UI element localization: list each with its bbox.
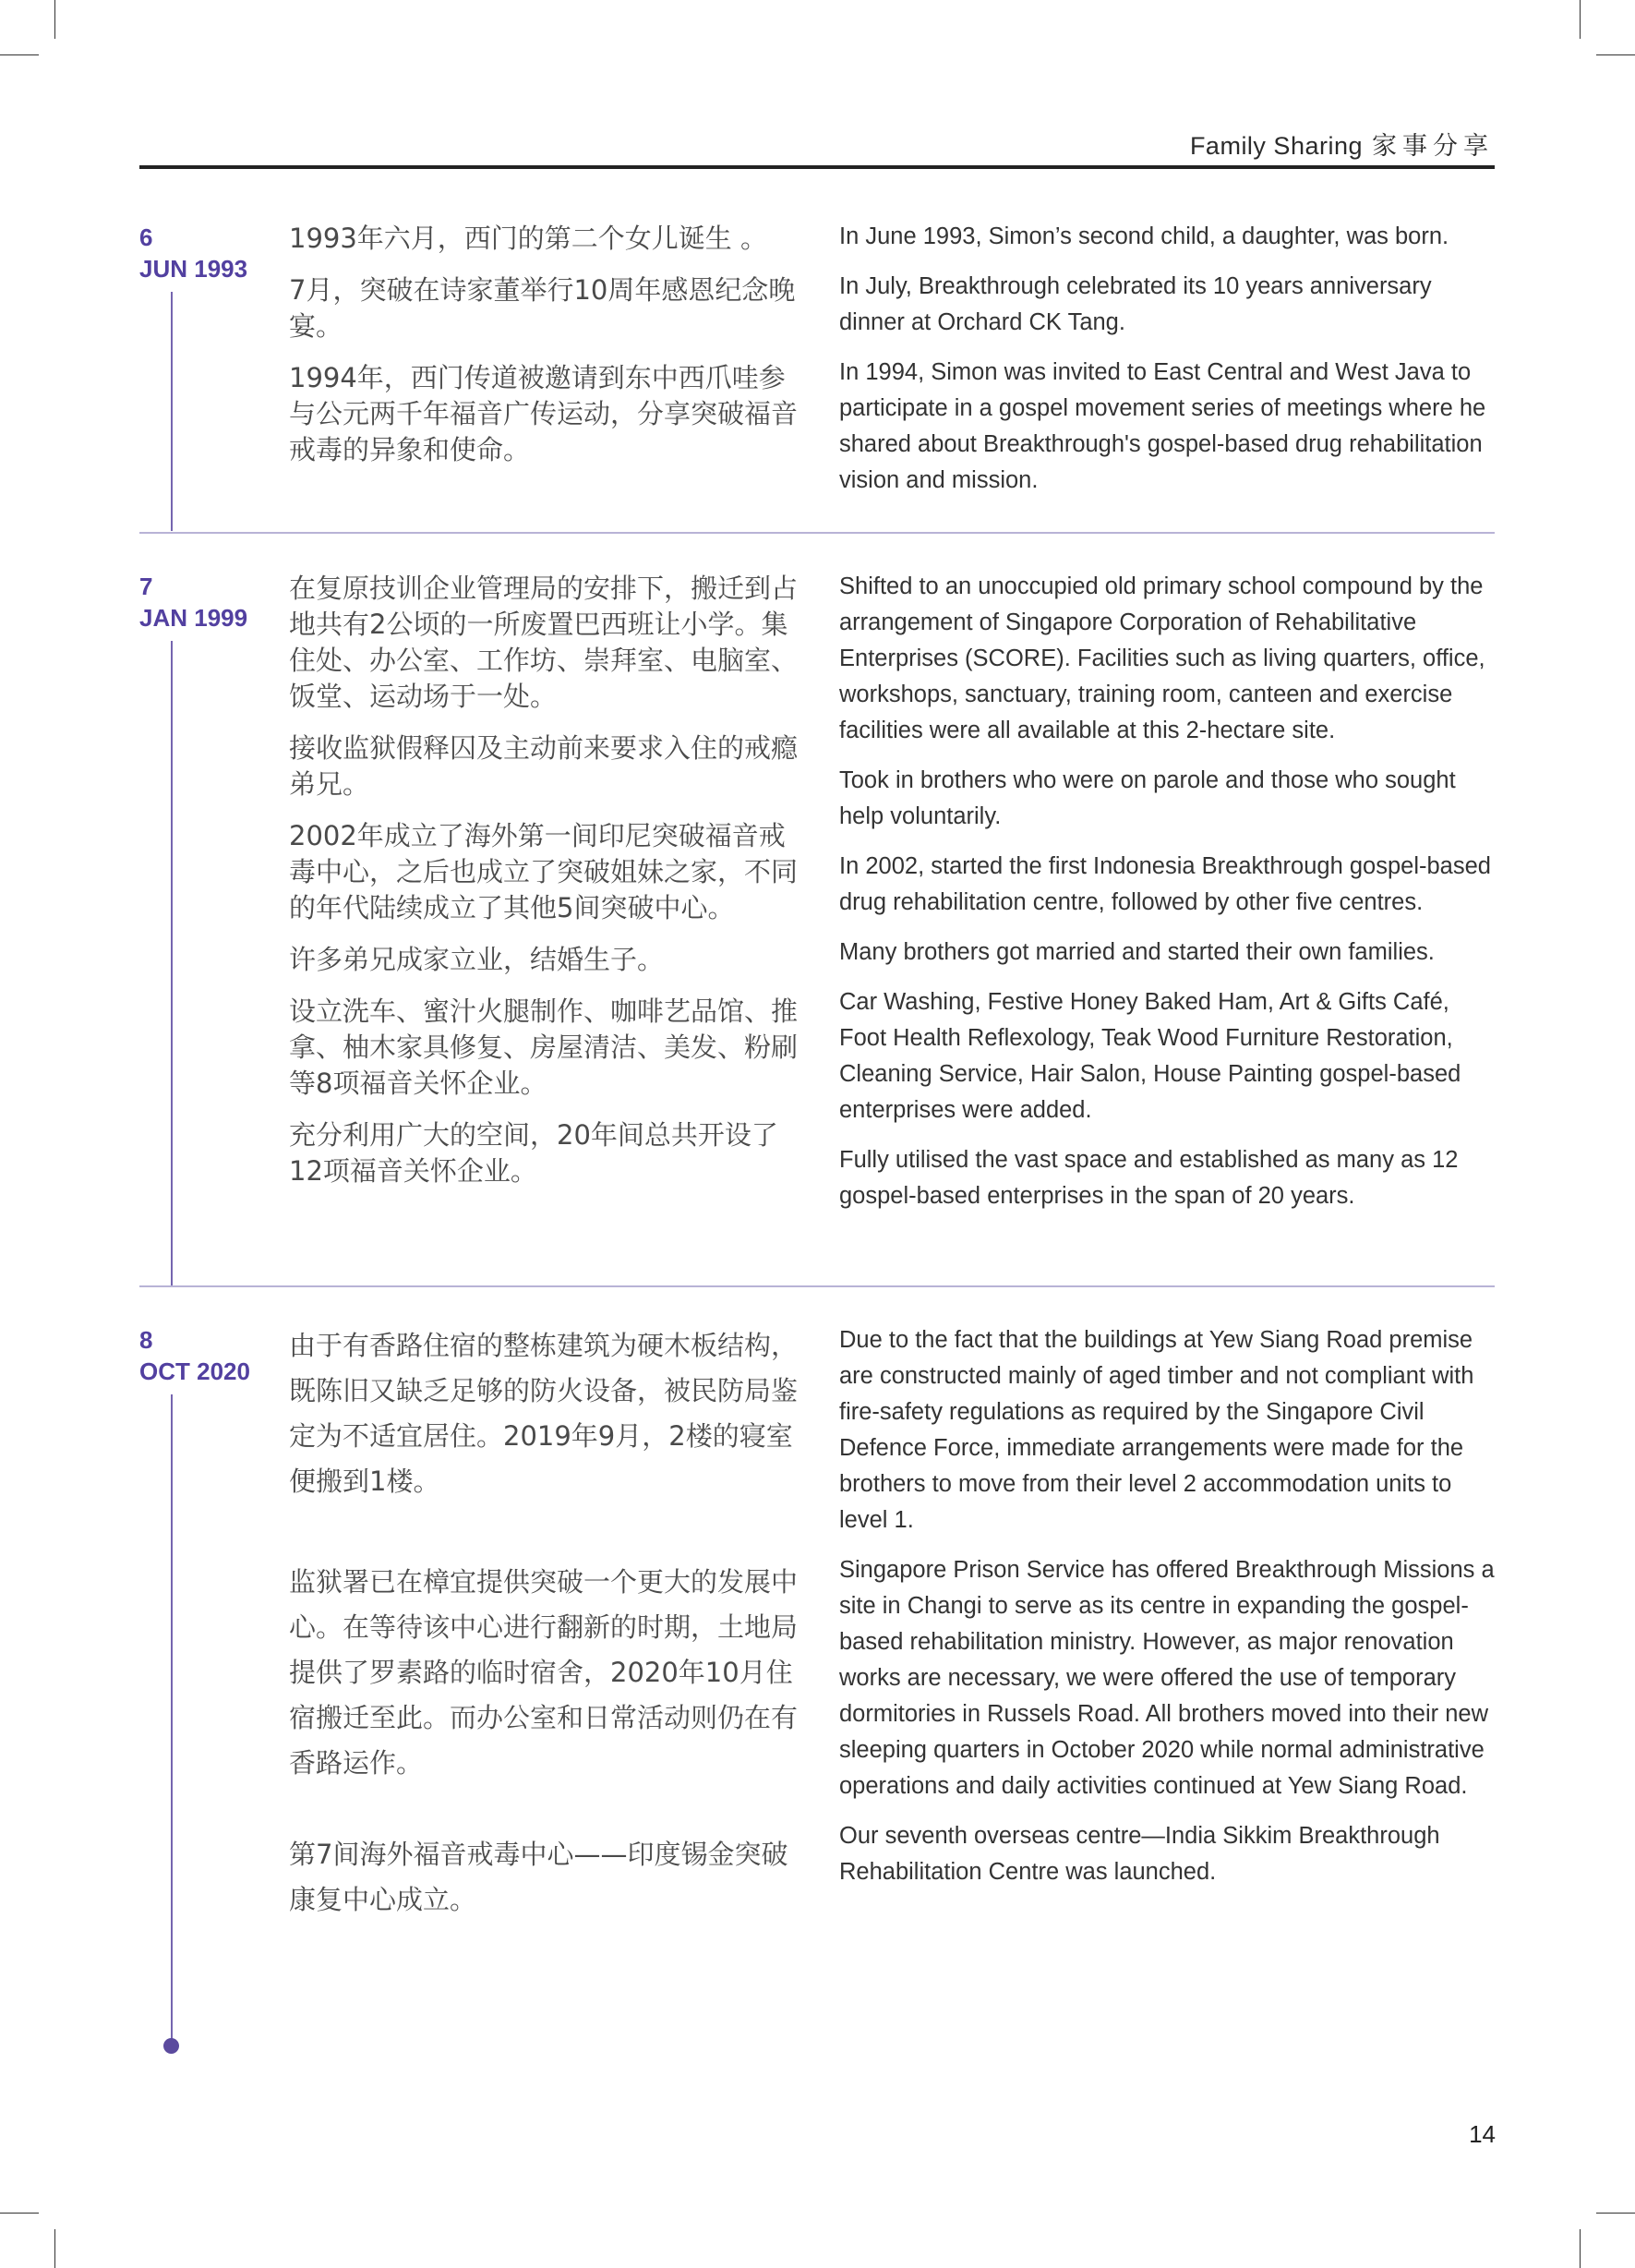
entry-number: 6 xyxy=(139,223,153,251)
paragraph-zh: 1994年，西门传道被邀请到东中西爪哇参与公元两千年福音广传运动，分享突破福音戒毒的异象和使命。 xyxy=(289,362,799,465)
paragraph-en: Many brothers got married and started their own families. xyxy=(839,939,1435,965)
crop-mark xyxy=(1596,54,1635,55)
entry-text-en xyxy=(839,219,1500,513)
paragraph-zh: 7月，突破在诗家董举行10周年感恩纪念晚宴。 xyxy=(289,274,796,342)
paragraph-en: In July, Breakthrough celebrated its 10 years anniversary dinner at Orchard CK Tang. xyxy=(839,273,1432,335)
running-header xyxy=(139,126,1494,162)
paragraph-zh: 充分利用广大的空间，20年间总共开设了12项福音关怀企业。 xyxy=(289,1119,778,1187)
paragraph-zh: 接收监狱假释囚及主动前来要求入住的戒瘾弟兄。 xyxy=(289,732,799,800)
paragraph-zh: 2002年成立了海外第一间印尼突破福音戒毒中心，之后也成立了突破姐妹之家，不同的年代陆续成立了其他5间突破中心。 xyxy=(289,820,799,923)
paragraph-zh: 由于有香路住宿的整栋建筑为硬木板结构，既陈旧又缺乏足够的防火设备，被民防局鉴定为不适宜居住。2019年9月，2楼的寝室便搬到1楼。 xyxy=(289,1330,799,1497)
entry-text-en xyxy=(839,569,1500,1228)
crop-mark xyxy=(1580,0,1581,39)
entry-text-zh xyxy=(289,1323,799,1938)
paragraph-zh: 第7间海外福音戒毒中心——印度锡金突破康复中心成立。 xyxy=(289,1839,788,1915)
crop-mark xyxy=(1580,2229,1581,2268)
entry-text-zh xyxy=(289,571,799,1205)
entry-number: 7 xyxy=(139,573,153,600)
paragraph-en: Car Washing, Festive Honey Baked Ham, Art & Gifts Café, Foot Health Reflexology, Teak Wood Furniture Restoration, Cleaning Service, Hair Salon, House Painting gospel-based enterprises were added. xyxy=(839,989,1461,1123)
entry-date xyxy=(139,571,247,641)
header-title-zh: 家事分享 xyxy=(1372,132,1494,161)
paragraph-en: Shifted to an unoccupied old primary school compound by the arrangement of Singapore Corporation of Rehabilitative Enterprises (SCORE). Facilities such as living quarters, office, workshops, sanctuary, training room, canteen and exercise facilities were all available at this 2-hectare site. xyxy=(839,573,1485,743)
header-rule xyxy=(139,165,1495,169)
crop-mark xyxy=(1596,2213,1635,2214)
entry-date xyxy=(139,222,247,292)
crop-mark xyxy=(0,54,39,55)
timeline-end-dot xyxy=(163,2038,179,2054)
timeline-line xyxy=(171,609,173,1285)
section-divider xyxy=(139,1285,1495,1287)
paragraph-zh: 设立洗车、蜜汁火腿制作、咖啡艺品馆、推拿、柚木家具修复、房屋清洁、美发、粉刷等8项福音关怀企业。 xyxy=(289,995,799,1099)
entry-month-year: JAN 1999 xyxy=(139,604,248,632)
paragraph-zh: 许多弟兄成家立业，结婚生子。 xyxy=(289,944,665,975)
entry-month-year: OCT 2020 xyxy=(139,1357,250,1385)
paragraph-en: In 1994, Simon was invited to East Central and West Java to participate in a gospel movement series of meetings where he shared about Breakthrough's gospel-based drug rehabilitation vision and mission. xyxy=(839,359,1486,493)
paragraph-en: Singapore Prison Service has offered Breakthrough Missions a site in Changi to serve as its centre in expanding the gospel-based rehabilitation ministry. However, as major renovation works are necessary, we were offered the use of temporary dormitories in Russels Road. All brothers moved into their new sleeping quarters in October 2020 while normal administrative operations and daily activities continued at Yew Siang Road. xyxy=(839,1557,1495,1799)
paragraph-zh: 在复原技训企业管理局的安排下，搬迁到占地共有2公顷的一所废置巴西班让小学。集住处、办公室、工作坊、崇拜室、电脑室、饭堂、运动场于一处。 xyxy=(289,573,799,712)
entry-month-year: JUN 1993 xyxy=(139,255,248,283)
entry-text-en xyxy=(839,1322,1500,1904)
crop-mark xyxy=(54,2229,55,2268)
paragraph-en: In June 1993, Simon’s second child, a daughter, was born. xyxy=(839,223,1449,249)
page-number: 14 xyxy=(1469,2120,1496,2148)
paragraph-zh: 监狱署已在樟宜提供突破一个更大的发展中心。在等待该中心进行翻新的时期，土地局提供了罗素路的临时宿舍，2020年10月住宿搬迁至此。而办公室和日常活动则仍在有香路运作。 xyxy=(289,1566,799,1779)
paragraph-en: Took in brothers who were on parole and those who sought help voluntarily. xyxy=(839,767,1456,829)
paragraph-en: In 2002, started the first Indonesia Breakthrough gospel-based drug rehabilitation centre, followed by other five centres. xyxy=(839,853,1491,915)
crop-mark xyxy=(54,0,55,39)
entry-date xyxy=(139,1324,250,1394)
entry-text-zh xyxy=(289,221,799,484)
paragraph-en: Our seventh overseas centre—India Sikkim Breakthrough Rehabilitation Centre was launched. xyxy=(839,1823,1440,1885)
paragraph-zh: 1993年六月，西门的第二个女儿诞生 。 xyxy=(289,223,768,254)
timeline-line xyxy=(171,1362,173,2045)
section-divider xyxy=(139,532,1495,534)
paragraph-en: Due to the fact that the buildings at Yew Siang Road premise are constructed mainly of aged timber and not compliant with fire-safety regulations as required by the Singapore Civil Defence Force, immediate arrangements were made for the brothers to move from their level 2 accommodation units to level 1. xyxy=(839,1327,1474,1533)
paragraph-en: Fully utilised the vast space and established as many as 12 gospel-based enterprises in the span of 20 years. xyxy=(839,1147,1459,1209)
entry-number: 8 xyxy=(139,1326,153,1354)
header-title-en: Family Sharing xyxy=(1189,132,1363,160)
crop-mark xyxy=(0,2213,39,2214)
